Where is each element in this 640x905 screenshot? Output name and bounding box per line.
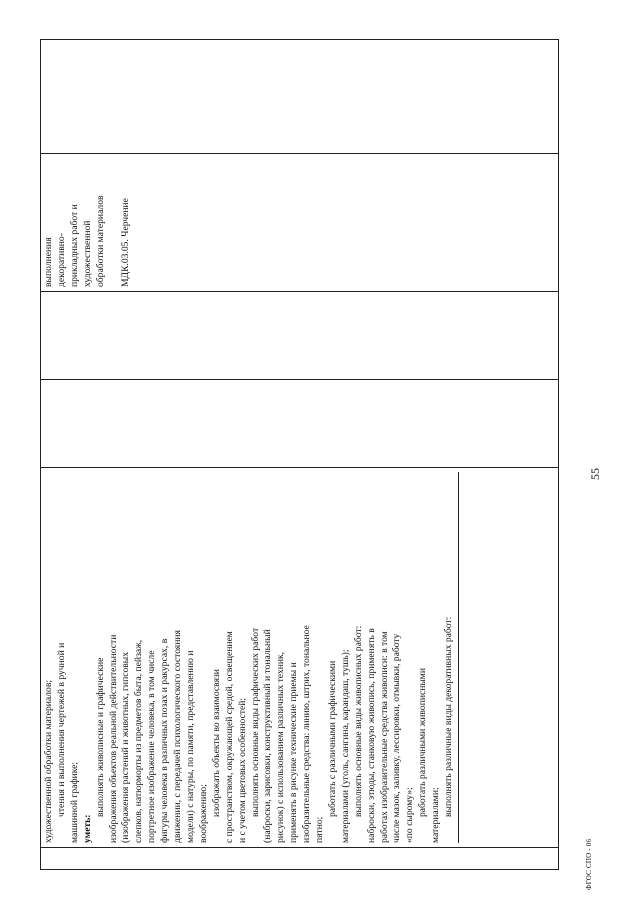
content-line: портретное изображение человека, в том числе <box>146 650 158 843</box>
content-line: материалами (уголь, сангина, карандаш, тушь); <box>339 649 351 843</box>
content-line: пятно; <box>314 816 326 843</box>
content-line: выполнять основные виды живописных работ: <box>352 625 364 817</box>
content-line: выполнять основные виды графических работ <box>249 627 261 817</box>
content-line: машинной графике; <box>68 761 80 843</box>
document-page <box>40 40 620 890</box>
content-line: изображения объектов реальной действительности <box>107 634 119 843</box>
module-line: обработки материалов <box>94 195 106 287</box>
hours-cell-2 <box>41 292 559 380</box>
content-line: с пространством, окружающей средой, освещением <box>223 631 235 843</box>
module-line: декоративно- <box>55 233 67 287</box>
content-line: выполнять различные виды декоративных работ: <box>443 616 455 817</box>
module-text <box>43 158 133 287</box>
knowledge-skills-cell <box>41 468 559 848</box>
table-row <box>41 40 559 870</box>
content-line: работать различными живописными <box>417 667 429 817</box>
content-line: уметь: <box>81 814 93 843</box>
content-text <box>43 472 456 843</box>
content-line: (изображения растений и животных, гипсовых <box>120 651 132 843</box>
standards-table <box>40 39 559 870</box>
content-line: изображать объекты во взаимосвязи <box>210 669 222 817</box>
competency-cell <box>41 40 559 154</box>
hours-cell <box>41 380 559 468</box>
content-line: наброски, этюды, станковую живопись, применять в <box>365 628 377 843</box>
content-line: изобразительные средства: линию, штрих, тональное <box>301 625 313 843</box>
content-line: (наброски, зарисовки, конструктивный и тональный <box>262 629 274 843</box>
content-line: применять в рисунке технические приемы и <box>288 662 300 843</box>
module-line: художественной <box>81 220 93 287</box>
footer-code: ФГОС СПО - 06 <box>585 838 593 890</box>
rotated-content <box>40 40 620 890</box>
module-line: выполнения <box>43 237 54 287</box>
content-line: рисунок) с использованием различных техник, <box>275 651 287 843</box>
module-line <box>108 158 121 287</box>
empty-cell-left <box>41 848 559 870</box>
content-line: «по сырому»; <box>404 787 416 843</box>
page-number: 55 <box>588 468 602 480</box>
content-line: художественной обработки материалов; <box>43 679 54 843</box>
content-line: работать с различными графическими <box>326 660 338 817</box>
module-cell <box>41 154 559 292</box>
content-line: и с учетом цветовых особенностей; <box>236 697 248 843</box>
content-line: воображению; <box>197 784 209 843</box>
bottom-rule <box>458 472 459 843</box>
content-line: движении, с передачей психологического состояния <box>172 630 184 843</box>
content-line: работах изобразительные средства живописи: в том <box>378 631 390 843</box>
content-line: слепков, натюрморты из предметов быта, пейзаж, <box>133 639 145 843</box>
module-line: МДК.03.05. Черчение <box>120 198 132 287</box>
content-line: фигуры человека в различных позах и ракурсах, в <box>159 638 171 843</box>
content-line: выполнять живописные и графические <box>94 657 106 817</box>
content-line: модели) с натуры, по памяти, представлению и <box>184 650 196 843</box>
content-line: числе мазок, заливку, лессировки, отмывки, работу <box>391 633 403 843</box>
content-line: материалами; <box>430 787 442 843</box>
module-line: прикладных работ и <box>68 204 80 287</box>
content-line: чтения и выполнения чертежей в ручной и <box>55 642 67 817</box>
